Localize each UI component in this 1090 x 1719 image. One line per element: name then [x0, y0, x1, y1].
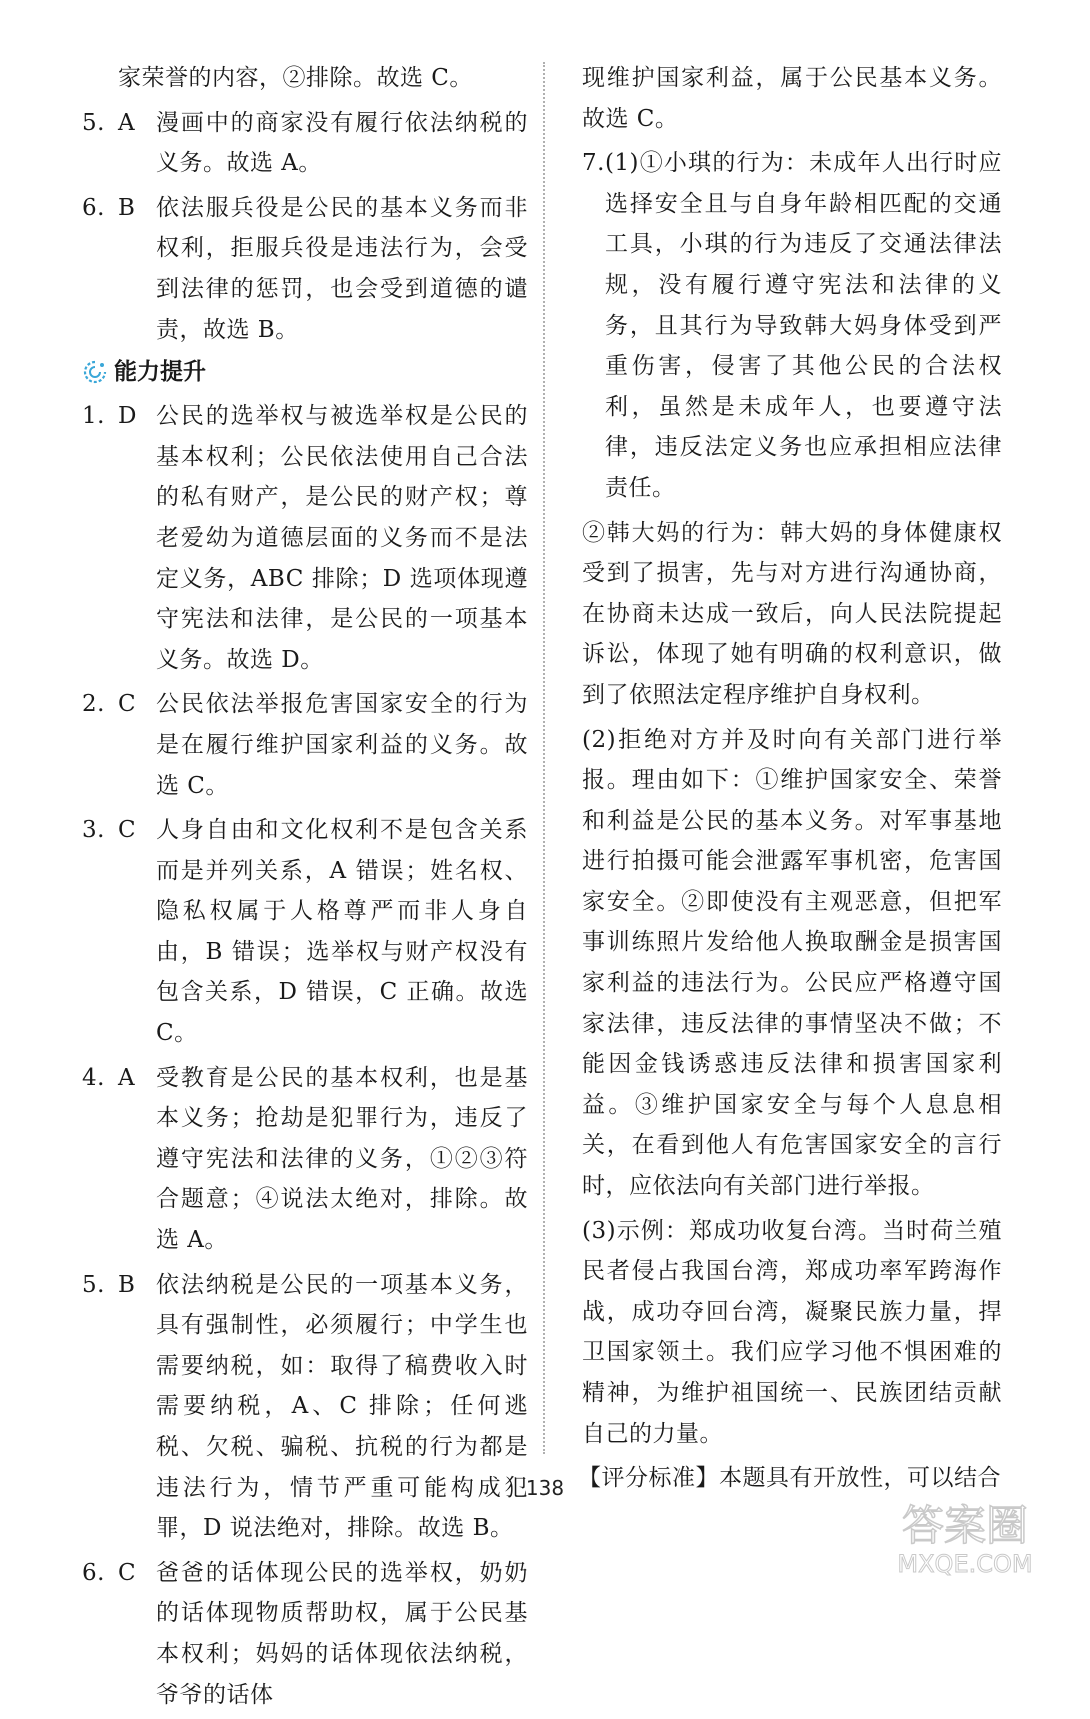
section-heading — [82, 354, 528, 390]
answer-explanation: 依法服兵役是公民的基本义务而非权利，拒服兵役是违法行为，会受到法律的惩罚，也会受到道德的谴责，故选 B。 — [156, 194, 528, 343]
answer-letter: A — [118, 1064, 136, 1091]
page-number: 138 — [525, 1476, 565, 1500]
answer-item — [82, 396, 528, 680]
item-number: 4. — [82, 1064, 105, 1091]
item-number: 6. — [82, 194, 105, 221]
section-title: 能力提升 — [114, 359, 206, 386]
answer-explanation: 公民的选举权与被选举权是公民的基本权利；公民依法使用自己合法的私有财产，是公民的财产权；尊老爱幼为道德层面的义务而不是法定义务，ABC 排除；D 选项体现遵守宪法和法律，是公民的一项基本义务。故选 D。 — [156, 403, 528, 673]
answer-letter: C — [118, 817, 137, 844]
answer-explanation: 漫画中的商家没有履行依法纳税的义务。故选 A。 — [156, 109, 528, 177]
answer-item — [82, 684, 528, 806]
item-number: 6. — [82, 1559, 105, 1586]
answer-explanation: 爸爸的话体现公民的选举权，奶奶的话体现物质帮助权，属于公民基本权利；妈妈的话体现依法纳税，爷爷的话体 — [156, 1559, 528, 1708]
watermark-line2: MXQE.COM — [897, 1550, 1033, 1578]
answer-item — [82, 1058, 528, 1261]
scoring-criteria: 【评分标准】本题具有开放性，可以结合 — [578, 1465, 1001, 1492]
answer-paragraph: (3)示例：郑成功收复台湾。当时荷兰殖民者侵占我国台湾，郑成功率军跨海作战，成功夺回台湾，凝聚民族力量，捍卫国家领土。我们应学习他不惧困难的精神，为维护祖国统一、民族团结贡献自己的力量。 — [582, 1217, 1002, 1447]
item-number: 5. — [82, 109, 105, 136]
answer-paragraph: (2)拒绝对方并及时向有关部门进行举报。理由如下：①维护国家安全、荣誉和利益是公民的基本义务。对军事基地进行拍摄可能会泄露军事机密，危害国家安全。②即使没有主观恶意，但把军事训练照片发给他人换取酬金是损害国家利益的违法行为。公民应严格遵守国家法律，违反法律的事情坚决不做；不能因金钱诱惑违反法律和损害国家利益。③维护国家安全与每个人息息相关，在看到他人有危害国家安全的言行时，应依法向有关部门进行举报。 — [582, 726, 1002, 1200]
answer-item — [82, 1553, 528, 1715]
left-column — [82, 58, 528, 1719]
item-number: 2. — [82, 691, 105, 718]
answer-letter: B — [118, 194, 136, 221]
item-number: 3. — [82, 817, 105, 844]
swirl-icon — [82, 359, 108, 385]
answer-item — [82, 188, 528, 350]
answer-letter: B — [118, 1271, 136, 1298]
answer-explanation: 公民依法举报危害国家安全的行为是在履行维护国家利益的义务。故选 C。 — [156, 691, 528, 799]
answer-paragraph: ②韩大妈的行为：韩大妈的身体健康权受到了损害，先与对方进行沟通协商，在协商未达成一致后，向人民法院提起诉讼，体现了她有明确的权利意识，做到了依照法定程序维护自身权利。 — [582, 519, 1002, 708]
column-divider — [543, 62, 545, 1454]
item-number: 5. — [82, 1271, 105, 1298]
answer-letter: D — [118, 403, 137, 430]
answer-item — [82, 1265, 528, 1549]
answer-letter: C — [118, 1559, 137, 1586]
answer-explanation: 受教育是公民的基本权利，也是基本义务；抢劫是犯罪行为，违反了遵守宪法和法律的义务，①②③符合题意；④说法太绝对，排除。故选 A。 — [156, 1064, 528, 1254]
item-number: 1. — [82, 403, 105, 430]
answer-item — [82, 810, 528, 1054]
answer-explanation: 人身自由和文化权利不是包含关系而是并列关系，A 错误；姓名权、隐私权属于人格尊严而非人身自由，B 错误；选举权与财产权没有包含关系，D 错误，C 正确。故选 C。 — [156, 817, 528, 1047]
right-column — [578, 58, 1002, 1503]
continuation-text: 现维护国家利益，属于公民基本义务。故选 C。 — [582, 65, 1002, 132]
answer-letter: A — [118, 109, 136, 136]
answer-explanation: (1)①小琪的行为：未成年人出行时应选择安全且与自身年龄相匹配的交通工具，小琪的行为违反了交通法律法规，没有履行遵守宪法和法律的义务，且其行为导致韩大妈身体受到严重伤害，侵害了其他公民的合法权利，虽然是未成年人，也要遵守法律，违反法定义务也应承担相应法律责任。 — [604, 150, 1002, 501]
answer-letter: C — [118, 691, 137, 718]
item-number: 7. — [582, 150, 605, 177]
answer-item — [582, 143, 1002, 508]
continuation-text: 家荣誉的内容，②排除。故选 C。 — [118, 65, 473, 91]
answer-item — [82, 103, 528, 184]
watermark-logo — [870, 1492, 1060, 1582]
answer-explanation: 依法纳税是公民的一项基本义务，具有强制性，必须履行；中学生也需要纳税，如：取得了稿费收入时需要纳税，A、C 排除；任何逃税、欠税、骗税、抗税的行为都是违法行为，情节严重可能构成犯罪，D 说法绝对，排除。故选 B。 — [156, 1271, 528, 1542]
watermark-line1: 答案圈 — [901, 1501, 1029, 1550]
